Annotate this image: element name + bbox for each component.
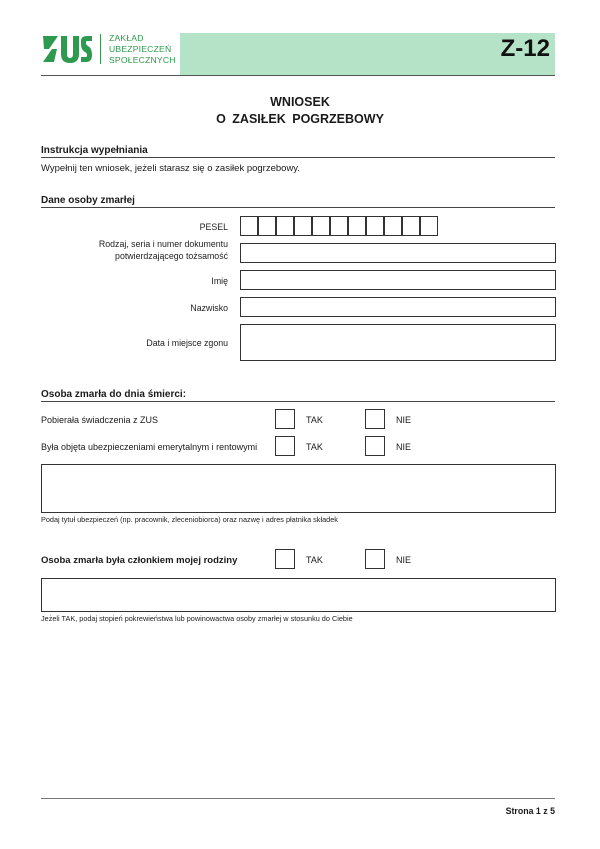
- document-input[interactable]: [240, 243, 556, 263]
- first-name-label: Imię: [211, 276, 228, 286]
- document-label-line: potwierdzającego tożsamość: [115, 251, 228, 261]
- form-title: WNIOSEK: [270, 95, 330, 109]
- pesel-field[interactable]: [240, 216, 438, 236]
- pesel-digit-cell[interactable]: [258, 216, 276, 236]
- family-yes-checkbox[interactable]: [275, 549, 295, 569]
- document-label-line: Rodzaj, seria i numer dokumentu: [98, 239, 228, 249]
- pesel-digit-cell[interactable]: [312, 216, 330, 236]
- logo-line: SPOŁECZNYCH: [109, 54, 176, 65]
- family-no-label: NIE: [396, 555, 412, 565]
- pesel-digit-cell[interactable]: [384, 216, 402, 236]
- insurance-title-input[interactable]: [41, 464, 556, 513]
- insurance-yes-label: TAK: [306, 442, 323, 452]
- instructions-text: Wypełnij ten wniosek, jeżeli starasz się o zasiłek pogrzebowy.: [41, 163, 300, 174]
- family-no-checkbox[interactable]: [365, 549, 385, 569]
- section-divider: [41, 401, 555, 402]
- family-question: Osoba zmarła była członkiem mojej rodziny: [41, 555, 238, 566]
- header-divider: [41, 75, 555, 76]
- last-name-input[interactable]: [240, 297, 556, 317]
- first-name-input[interactable]: [240, 270, 556, 290]
- death-date-place-label: Data i miejsce zgonu: [146, 338, 228, 348]
- benefits-question: Pobierała świadczenia z ZUS: [41, 415, 159, 425]
- until-death-heading: Osoba zmarła do dnia śmierci:: [41, 389, 187, 400]
- insurance-yes-checkbox[interactable]: [275, 436, 295, 456]
- footer-divider: [41, 798, 555, 799]
- deceased-heading: Dane osoby zmarłej: [41, 195, 135, 206]
- section-divider: [41, 207, 555, 208]
- pesel-digit-cell[interactable]: [330, 216, 348, 236]
- pesel-digit-cell[interactable]: [402, 216, 420, 236]
- death-date-place-input[interactable]: [240, 324, 556, 361]
- page-number: Strona 1 z 5: [505, 806, 555, 816]
- benefits-yes-label: TAK: [306, 415, 323, 425]
- pesel-digit-cell[interactable]: [294, 216, 312, 236]
- insurance-question: Była objęta ubezpieczeniami emerytalnym i rentowymi: [41, 442, 258, 452]
- insurance-no-label: NIE: [396, 442, 412, 452]
- pesel-label: PESEL: [199, 222, 228, 232]
- benefits-yes-checkbox[interactable]: [275, 409, 295, 429]
- pesel-digit-cell[interactable]: [240, 216, 258, 236]
- logo-wordmark: [109, 33, 176, 65]
- form-subtitle: O ZASIŁEK POGRZEBOWY: [216, 112, 384, 126]
- insurance-no-checkbox[interactable]: [365, 436, 385, 456]
- relation-input[interactable]: [41, 578, 556, 612]
- benefits-no-label: NIE: [396, 415, 412, 425]
- insurance-title-note: Podaj tytuł ubezpieczeń (np. pracownik, zleceniobiorca) oraz nazwę i adres płatnika składek: [41, 515, 338, 524]
- logo-line: UBEZPIECZEŃ: [109, 43, 172, 54]
- last-name-label: Nazwisko: [190, 303, 228, 313]
- pesel-digit-cell[interactable]: [276, 216, 294, 236]
- zus-logo-icon: [41, 33, 93, 65]
- pesel-digit-cell[interactable]: [366, 216, 384, 236]
- document-label: [40, 238, 228, 262]
- relation-note: Jeżeli TAK, podaj stopień pokrewieństwa lub powinowactwa osoby zmarłej w stosunku do Ciebie: [41, 614, 353, 623]
- logo-separator: [100, 34, 101, 64]
- form-code: Z-12: [500, 35, 550, 62]
- family-yes-label: TAK: [306, 555, 323, 565]
- pesel-digit-cell[interactable]: [348, 216, 366, 236]
- benefits-no-checkbox[interactable]: [365, 409, 385, 429]
- section-divider: [41, 157, 555, 158]
- logo-line: ZAKŁAD: [109, 33, 144, 43]
- instructions-heading: Instrukcja wypełniania: [41, 145, 148, 156]
- pesel-digit-cell[interactable]: [420, 216, 438, 236]
